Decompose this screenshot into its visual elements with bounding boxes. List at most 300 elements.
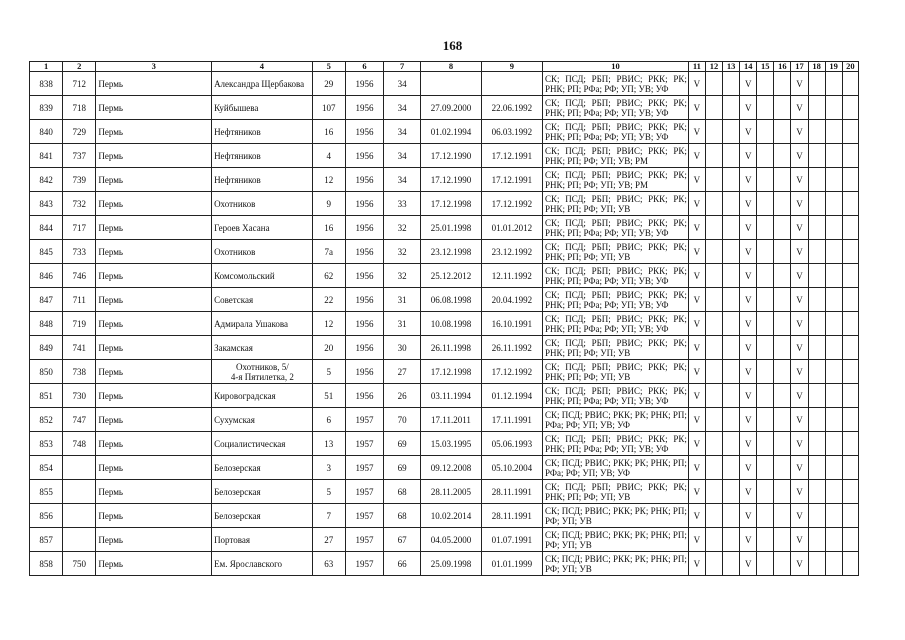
house-number: 16 — [312, 120, 345, 144]
mark-cell: V — [791, 456, 808, 480]
build-year: 1956 — [345, 336, 383, 360]
date-cell: 05.06.1993 — [481, 432, 542, 456]
street-cell: Нефтяников — [212, 120, 313, 144]
date-cell: 22.06.1992 — [481, 96, 542, 120]
mark-cell — [825, 456, 842, 480]
mark-cell — [705, 384, 722, 408]
house-number: 7 — [312, 504, 345, 528]
mark-cell — [774, 168, 791, 192]
age-cell: 70 — [384, 408, 421, 432]
mark-cell — [825, 528, 842, 552]
record-id: 741 — [63, 336, 96, 360]
city-cell: Пермь — [96, 504, 212, 528]
mark-cell — [723, 336, 740, 360]
column-header: 8 — [421, 62, 481, 72]
record-id: 746 — [63, 264, 96, 288]
mark-cell — [705, 336, 722, 360]
table-row — [30, 528, 859, 552]
table-row — [30, 384, 859, 408]
category-cell: СК; ПСД; РБП; РВИС; РКК; РК; РНК; РП; РФа; РФ; УП; УВ; УФ — [543, 216, 689, 240]
table-row — [30, 312, 859, 336]
mark-cell — [757, 96, 774, 120]
age-cell: 34 — [384, 144, 421, 168]
build-year: 1956 — [345, 72, 383, 96]
table-row — [30, 456, 859, 480]
mark-cell — [808, 360, 825, 384]
street-cell: Белозерская — [212, 456, 313, 480]
table-row — [30, 360, 859, 384]
row-number: 846 — [30, 264, 63, 288]
category-cell: СК; ПСД; РБП; РВИС; РКК; РК; РНК; РП; РФ; УП; УВ; РМ — [543, 168, 689, 192]
page-number: 168 — [442, 38, 463, 53]
mark-cell: V — [740, 144, 757, 168]
mark-cell: V — [740, 360, 757, 384]
build-year: 1957 — [345, 504, 383, 528]
mark-cell — [825, 408, 842, 432]
house-number: 51 — [312, 384, 345, 408]
mark-cell — [808, 240, 825, 264]
mark-cell — [808, 456, 825, 480]
build-year: 1956 — [345, 96, 383, 120]
mark-cell — [705, 120, 722, 144]
record-id: 718 — [63, 96, 96, 120]
house-number: 22 — [312, 288, 345, 312]
row-number: 858 — [30, 552, 63, 576]
age-cell: 69 — [384, 432, 421, 456]
mark-cell — [774, 552, 791, 576]
category-cell: СК; ПСД; РБП; РВИС; РКК; РК; РНК; РП; РФ; УП; УВ — [543, 240, 689, 264]
category-cell: СК; ПСД; РБП; РВИС; РКК; РК; РНК; РП; РФа; РФ; УП; УВ; УФ — [543, 120, 689, 144]
age-cell: 67 — [384, 528, 421, 552]
mark-cell — [705, 240, 722, 264]
city-cell: Пермь — [96, 144, 212, 168]
mark-cell — [723, 456, 740, 480]
table-row — [30, 336, 859, 360]
mark-cell — [757, 240, 774, 264]
mark-cell: V — [688, 264, 705, 288]
house-number: 107 — [312, 96, 345, 120]
mark-cell: V — [791, 528, 808, 552]
mark-cell — [705, 264, 722, 288]
row-number: 844 — [30, 216, 63, 240]
mark-cell — [825, 552, 842, 576]
build-year: 1956 — [345, 144, 383, 168]
mark-cell — [808, 96, 825, 120]
city-cell: Пермь — [96, 336, 212, 360]
record-id: 730 — [63, 384, 96, 408]
mark-cell — [808, 504, 825, 528]
age-cell: 30 — [384, 336, 421, 360]
city-cell: Пермь — [96, 552, 212, 576]
mark-cell: V — [740, 528, 757, 552]
mark-cell: V — [791, 552, 808, 576]
mark-cell — [757, 456, 774, 480]
mark-cell — [705, 408, 722, 432]
record-id: 712 — [63, 72, 96, 96]
mark-cell — [705, 144, 722, 168]
mark-cell — [774, 384, 791, 408]
mark-cell: V — [688, 432, 705, 456]
age-cell: 27 — [384, 360, 421, 384]
category-cell: СК; ПСД; РБП; РВИС; РКК; РК; РНК; РП; РФ; УП; УВ — [543, 480, 689, 504]
house-number: 62 — [312, 264, 345, 288]
mark-cell — [842, 336, 858, 360]
column-header: 11 — [688, 62, 705, 72]
mark-cell — [774, 432, 791, 456]
mark-cell: V — [791, 264, 808, 288]
category-cell: СК; ПСД; РБП; РВИС; РКК; РК; РНК; РП; РФ; УП; УВ — [543, 360, 689, 384]
table-row — [30, 288, 859, 312]
column-header: 9 — [481, 62, 542, 72]
row-number: 852 — [30, 408, 63, 432]
column-header: 17 — [791, 62, 808, 72]
mark-cell — [774, 192, 791, 216]
mark-cell — [825, 120, 842, 144]
date-cell: 23.12.1992 — [481, 240, 542, 264]
city-cell: Пермь — [96, 168, 212, 192]
mark-cell: V — [688, 336, 705, 360]
date-cell: 28.11.1991 — [481, 504, 542, 528]
mark-cell — [842, 216, 858, 240]
city-cell: Пермь — [96, 192, 212, 216]
table-row — [30, 240, 859, 264]
date-cell: 06.03.1992 — [481, 120, 542, 144]
date-cell: 17.12.1991 — [481, 168, 542, 192]
house-number: 27 — [312, 528, 345, 552]
date-cell: 17.12.1990 — [421, 168, 481, 192]
mark-cell: V — [740, 120, 757, 144]
city-cell: Пермь — [96, 264, 212, 288]
record-id: 717 — [63, 216, 96, 240]
mark-cell — [842, 408, 858, 432]
date-cell: 25.09.1998 — [421, 552, 481, 576]
mark-cell: V — [791, 384, 808, 408]
mark-cell — [825, 336, 842, 360]
build-year: 1957 — [345, 480, 383, 504]
record-id — [63, 504, 96, 528]
mark-cell — [705, 216, 722, 240]
mark-cell — [774, 336, 791, 360]
street-cell: Комсомольский — [212, 264, 313, 288]
row-number: 857 — [30, 528, 63, 552]
mark-cell — [723, 408, 740, 432]
mark-cell — [774, 120, 791, 144]
mark-cell: V — [791, 192, 808, 216]
date-cell: 09.12.2008 — [421, 456, 481, 480]
table-row — [30, 120, 859, 144]
mark-cell — [723, 216, 740, 240]
age-cell: 68 — [384, 480, 421, 504]
mark-cell: V — [688, 72, 705, 96]
mark-cell — [808, 528, 825, 552]
house-number: 63 — [312, 552, 345, 576]
street-cell: Героев Хасана — [212, 216, 313, 240]
table-row — [30, 144, 859, 168]
row-number: 840 — [30, 120, 63, 144]
record-id: 750 — [63, 552, 96, 576]
mark-cell: V — [688, 384, 705, 408]
mark-cell — [723, 72, 740, 96]
street-cell: Советская — [212, 288, 313, 312]
city-cell: Пермь — [96, 384, 212, 408]
age-cell: 66 — [384, 552, 421, 576]
mark-cell — [723, 432, 740, 456]
street-cell: Социалистическая — [212, 432, 313, 456]
row-number: 849 — [30, 336, 63, 360]
mark-cell — [757, 432, 774, 456]
mark-cell: V — [740, 432, 757, 456]
category-cell: СК; ПСД; РБП; РВИС; РКК; РК; РНК; РП; РФа; РФ; УП; УВ; УФ — [543, 384, 689, 408]
mark-cell — [757, 72, 774, 96]
column-header: 6 — [345, 62, 383, 72]
mark-cell — [757, 336, 774, 360]
date-cell: 01.02.1994 — [421, 120, 481, 144]
city-cell: Пермь — [96, 72, 212, 96]
mark-cell: V — [688, 456, 705, 480]
mark-cell: V — [688, 96, 705, 120]
date-cell: 17.11.1991 — [481, 408, 542, 432]
mark-cell: V — [791, 288, 808, 312]
record-id: 748 — [63, 432, 96, 456]
city-cell: Пермь — [96, 240, 212, 264]
record-id: 739 — [63, 168, 96, 192]
age-cell: 32 — [384, 264, 421, 288]
mark-cell — [842, 264, 858, 288]
row-number: 855 — [30, 480, 63, 504]
record-id: 747 — [63, 408, 96, 432]
build-year: 1956 — [345, 216, 383, 240]
record-id — [63, 480, 96, 504]
mark-cell — [808, 120, 825, 144]
build-year: 1956 — [345, 264, 383, 288]
age-cell: 32 — [384, 216, 421, 240]
column-header: 10 — [543, 62, 689, 72]
column-header: 4 — [212, 62, 313, 72]
date-cell: 28.11.2005 — [421, 480, 481, 504]
mark-cell: V — [740, 168, 757, 192]
mark-cell: V — [791, 120, 808, 144]
age-cell: 31 — [384, 288, 421, 312]
mark-cell — [774, 528, 791, 552]
mark-cell: V — [740, 288, 757, 312]
city-cell: Пермь — [96, 312, 212, 336]
mark-cell — [757, 360, 774, 384]
house-number: 12 — [312, 168, 345, 192]
table-row — [30, 192, 859, 216]
mark-cell — [774, 360, 791, 384]
mark-cell — [705, 528, 722, 552]
date-cell: 17.12.1990 — [421, 144, 481, 168]
row-number: 842 — [30, 168, 63, 192]
mark-cell — [705, 192, 722, 216]
mark-cell: V — [791, 312, 808, 336]
street-cell: Белозерская — [212, 504, 313, 528]
column-header: 5 — [312, 62, 345, 72]
house-number: 6 — [312, 408, 345, 432]
age-cell: 34 — [384, 168, 421, 192]
column-header: 14 — [740, 62, 757, 72]
date-cell: 20.04.1992 — [481, 288, 542, 312]
mark-cell: V — [688, 168, 705, 192]
mark-cell: V — [688, 144, 705, 168]
date-cell: 17.12.1991 — [481, 144, 542, 168]
mark-cell — [723, 480, 740, 504]
city-cell: Пермь — [96, 360, 212, 384]
mark-cell — [842, 432, 858, 456]
category-cell: СК; ПСД; РВИС; РКК; РК; РНК; РП; РФ; УП; УВ — [543, 504, 689, 528]
city-cell: Пермь — [96, 456, 212, 480]
city-cell: Пермь — [96, 432, 212, 456]
house-number: 29 — [312, 72, 345, 96]
mark-cell — [723, 360, 740, 384]
mark-cell: V — [740, 312, 757, 336]
mark-cell — [825, 96, 842, 120]
mark-cell — [842, 456, 858, 480]
table-row — [30, 96, 859, 120]
record-id: 711 — [63, 288, 96, 312]
column-header: 7 — [384, 62, 421, 72]
mark-cell — [825, 240, 842, 264]
category-cell: СК; ПСД; РВИС; РКК; РК; РНК; РП; РФа; РФ; УП; УВ; УФ — [543, 408, 689, 432]
table-row — [30, 408, 859, 432]
mark-cell — [705, 504, 722, 528]
category-cell: СК; ПСД; РБП; РВИС; РКК; РК; РНК; РП; РФ; УП; УВ — [543, 192, 689, 216]
house-number: 5 — [312, 480, 345, 504]
mark-cell — [825, 360, 842, 384]
row-number: 856 — [30, 504, 63, 528]
mark-cell — [842, 384, 858, 408]
mark-cell — [774, 216, 791, 240]
mark-cell: V — [740, 240, 757, 264]
mark-cell — [723, 312, 740, 336]
mark-cell — [723, 144, 740, 168]
city-cell: Пермь — [96, 528, 212, 552]
build-year: 1957 — [345, 456, 383, 480]
age-cell: 68 — [384, 504, 421, 528]
mark-cell — [825, 144, 842, 168]
date-cell: 01.01.2012 — [481, 216, 542, 240]
mark-cell — [808, 312, 825, 336]
date-cell: 04.05.2000 — [421, 528, 481, 552]
date-cell: 01.01.1999 — [481, 552, 542, 576]
mark-cell — [705, 360, 722, 384]
city-cell: Пермь — [96, 216, 212, 240]
row-number: 838 — [30, 72, 63, 96]
mark-cell — [757, 216, 774, 240]
table-row — [30, 216, 859, 240]
street-cell: Охотников — [212, 240, 313, 264]
mark-cell — [757, 168, 774, 192]
record-id — [63, 528, 96, 552]
mark-cell — [723, 264, 740, 288]
record-id: 729 — [63, 120, 96, 144]
category-cell: СК; ПСД; РБП; РВИС; РКК; РК; РНК; РП; РФа; РФ; УП; УВ; УФ — [543, 264, 689, 288]
mark-cell: V — [688, 312, 705, 336]
row-number: 847 — [30, 288, 63, 312]
mark-cell — [723, 504, 740, 528]
mark-cell — [757, 528, 774, 552]
mark-cell: V — [740, 408, 757, 432]
mark-cell — [842, 144, 858, 168]
mark-cell — [842, 552, 858, 576]
mark-cell: V — [740, 384, 757, 408]
mark-cell — [825, 504, 842, 528]
mark-cell — [808, 480, 825, 504]
mark-cell — [774, 96, 791, 120]
street-cell: Портовая — [212, 528, 313, 552]
age-cell: 33 — [384, 192, 421, 216]
row-number: 843 — [30, 192, 63, 216]
mark-cell — [808, 216, 825, 240]
column-header: 15 — [757, 62, 774, 72]
build-year: 1957 — [345, 408, 383, 432]
row-number: 848 — [30, 312, 63, 336]
mark-cell: V — [791, 72, 808, 96]
column-header: 20 — [842, 62, 858, 72]
mark-cell: V — [791, 360, 808, 384]
category-cell: СК; ПСД; РБП; РВИС; РКК; РК; РНК; РП; РФа; РФ; УП; УВ; УФ — [543, 432, 689, 456]
category-cell: СК; ПСД; РБП; РВИС; РКК; РК; РНК; РП; РФа; РФ; УП; УВ; УФ — [543, 72, 689, 96]
street-cell: Адмирала Ушакова — [212, 312, 313, 336]
mark-cell — [757, 384, 774, 408]
house-number: 12 — [312, 312, 345, 336]
mark-cell — [825, 168, 842, 192]
mark-cell — [757, 264, 774, 288]
mark-cell — [723, 96, 740, 120]
street-cell: Охотников — [212, 192, 313, 216]
mark-cell: V — [740, 264, 757, 288]
mark-cell — [705, 288, 722, 312]
mark-cell — [808, 264, 825, 288]
column-header: 19 — [825, 62, 842, 72]
date-cell: 10.08.1998 — [421, 312, 481, 336]
mark-cell — [705, 432, 722, 456]
build-year: 1957 — [345, 528, 383, 552]
mark-cell — [757, 408, 774, 432]
mark-cell — [774, 144, 791, 168]
mark-cell — [705, 72, 722, 96]
table-row — [30, 168, 859, 192]
date-cell: 17.11.2011 — [421, 408, 481, 432]
mark-cell: V — [791, 432, 808, 456]
build-year: 1956 — [345, 168, 383, 192]
mark-cell — [842, 312, 858, 336]
mark-cell: V — [791, 144, 808, 168]
mark-cell — [757, 552, 774, 576]
mark-cell — [825, 216, 842, 240]
row-number: 854 — [30, 456, 63, 480]
house-number: 5 — [312, 360, 345, 384]
house-number: 13 — [312, 432, 345, 456]
date-cell — [481, 72, 542, 96]
row-number: 850 — [30, 360, 63, 384]
table-row — [30, 264, 859, 288]
mark-cell — [825, 384, 842, 408]
table-row — [30, 552, 859, 576]
age-cell: 34 — [384, 72, 421, 96]
house-number: 3 — [312, 456, 345, 480]
mark-cell — [825, 288, 842, 312]
mark-cell: V — [688, 240, 705, 264]
column-header: 12 — [705, 62, 722, 72]
mark-cell: V — [791, 240, 808, 264]
mark-cell — [808, 408, 825, 432]
date-cell: 06.08.1998 — [421, 288, 481, 312]
mark-cell — [757, 144, 774, 168]
mark-cell: V — [688, 528, 705, 552]
age-cell: 26 — [384, 384, 421, 408]
build-year: 1956 — [345, 288, 383, 312]
